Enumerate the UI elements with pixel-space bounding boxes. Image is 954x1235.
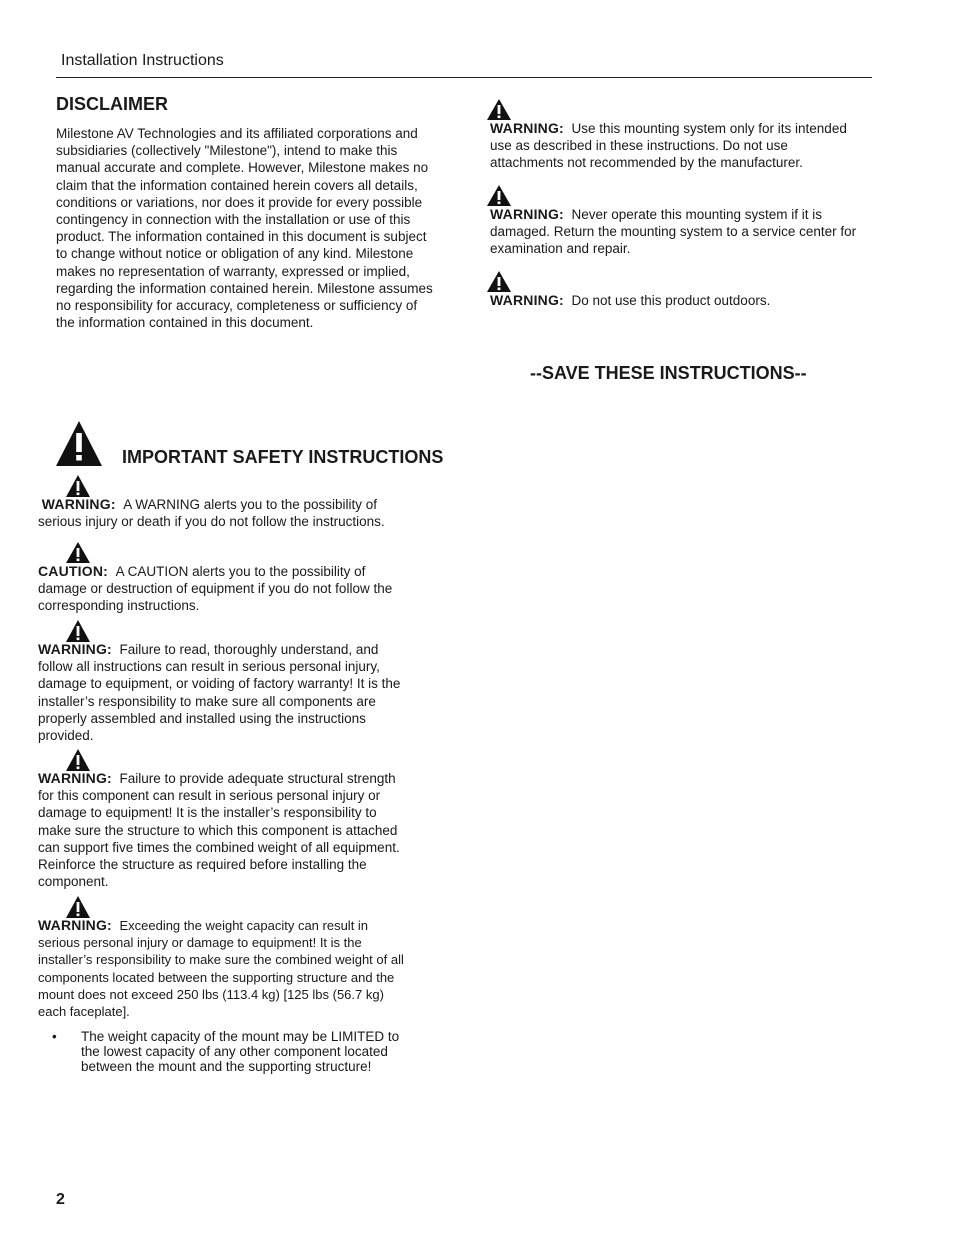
bullet-symbol: • [52, 1029, 57, 1044]
warning-text-line: installer’s responsibility to make sure all components are [38, 693, 376, 709]
disclaimer-heading: DISCLAIMER [56, 94, 168, 114]
disclaimer-line: the information contained in this document. [56, 315, 314, 331]
warning-triangle-icon [486, 98, 512, 121]
right-warning-3 [490, 292, 880, 309]
warning-text-line: damage to equipment! It is the installer’s responsibility to [38, 805, 377, 821]
caution-text-line: damage or destruction of equipment if you do not follow the [38, 581, 393, 597]
caution-triangle-icon [65, 541, 91, 564]
warning-text-line: serious personal injury or damage to equipment! It is the [38, 935, 362, 951]
safety-item-5 [38, 917, 438, 1020]
warning-triangle-icon [65, 474, 91, 498]
warning-text-line: mount does not exceed 250 lbs (113.4 kg) [125 lbs (56.7 kg) [38, 986, 384, 1002]
disclaimer-line: no responsibility for accuracy, completeness or sufficiency of [56, 298, 418, 314]
disclaimer-line: conditions or variations, nor does it provide for every possible [56, 194, 423, 210]
warning-text: Exceeding the weight capacity can result in [119, 918, 369, 933]
warning-text-line: use as described in these instructions. Do not use [490, 138, 788, 154]
warning-triangle-icon [486, 270, 512, 293]
disclaimer-body [56, 125, 456, 331]
safety-heading: IMPORTANT SAFETY INSTRUCTIONS [122, 447, 444, 467]
disclaimer-line: contingency in connection with the installation or use of this [56, 212, 411, 228]
right-warning-1 [490, 120, 880, 172]
caution-label: CAUTION: [38, 563, 109, 579]
caution-text-line: corresponding instructions. [38, 598, 200, 614]
warning-text: Never operate this mounting system if it is [571, 207, 823, 222]
safety-item-4 [38, 770, 438, 890]
warning-text-line: installer’s responsibility to make sure the combined weight of all [38, 952, 404, 968]
save-instructions-heading: --SAVE THESE INSTRUCTIONS-- [530, 363, 807, 383]
warning-triangle-icon [65, 619, 91, 643]
warning-text-line: follow all instructions can result in serious personal injury, [38, 659, 380, 675]
disclaimer-line: regarding the information contained herein. Milestone assumes [56, 280, 433, 296]
warning-text-line: provided. [38, 728, 94, 744]
disclaimer-line: product. The information contained in this document is subject [56, 229, 427, 245]
warning-text-line: serious injury or death if you do not follow the instructions. [38, 514, 385, 530]
caution-text: A CAUTION alerts you to the possibility of [115, 564, 366, 579]
disclaimer-line: to change without notice or obligation of any kind. Milestone [56, 246, 414, 262]
running-header: Installation Instructions [61, 52, 224, 69]
bullet-text-line: The weight capacity of the mount may be LIMITED to [81, 1029, 400, 1044]
warning-label: WARNING: [38, 770, 112, 786]
right-warning-2 [490, 206, 880, 258]
warning-text-line: component. [38, 874, 109, 890]
disclaimer-line: claim that the information contained herein covers all details, [56, 177, 418, 193]
warning-label: WARNING: [41, 496, 116, 512]
warning-label: WARNING: [490, 206, 564, 222]
warning-label: WARNING: [38, 641, 112, 657]
warning-text-line: can support five times the combined weight of all equipment. [38, 839, 400, 855]
safety-item-2 [38, 563, 438, 615]
warning-text-line: each faceplate]. [38, 1004, 130, 1020]
warning-text: Failure to read, thoroughly understand, and [119, 642, 379, 657]
warning-label: WARNING: [490, 292, 564, 308]
disclaimer-line: Milestone AV Technologies and its affiliated corporations and [56, 126, 418, 141]
warning-text-line: for this component can result in serious personal injury or [38, 788, 381, 804]
warning-text-line: Reinforce the structure as required before installing the [38, 857, 367, 873]
disclaimer-line: manual accurate and complete. However, Milestone makes no [56, 160, 429, 176]
header-rule [56, 77, 872, 78]
warning-label: WARNING: [38, 917, 112, 933]
bullet-item [52, 1029, 432, 1075]
disclaimer-line: makes no representation of warranty, expressed or implied, [56, 263, 410, 279]
safety-item-3 [38, 641, 438, 744]
warning-text: Use this mounting system only for its intended [571, 121, 847, 136]
warning-text-line: properly assembled and installed using the instructions [38, 710, 366, 726]
warning-triangle-icon [65, 748, 91, 772]
warning-triangle-icon [65, 895, 91, 919]
warning-text-line: damage to equipment, or voiding of factory warranty! It is the [38, 676, 401, 692]
warning-text: A WARNING alerts you to the possibility of [123, 497, 378, 512]
warning-text: Do not use this product outdoors. [571, 293, 771, 308]
warning-text-line: make sure the structure to which this component is attached [38, 822, 398, 838]
safety-item-1 [38, 496, 438, 530]
warning-triangle-icon [486, 184, 512, 207]
disclaimer-line: subsidiaries (collectively "Milestone"), intend to make this [56, 143, 398, 159]
large-warning-triangle-icon [55, 420, 103, 467]
page-number: 2 [56, 1191, 65, 1208]
warning-text-line: attachments not recommended by the manufacturer. [490, 155, 803, 171]
bullet-text-line: between the mount and the supporting structure! [81, 1059, 372, 1075]
warning-text-line: components located between the supporting structure and the [38, 969, 395, 985]
warning-text: Failure to provide adequate structural strength [119, 771, 396, 786]
warning-text-line: examination and repair. [490, 241, 631, 257]
warning-text-line: damaged. Return the mounting system to a service center for [490, 224, 857, 240]
warning-label: WARNING: [490, 120, 564, 136]
bullet-text-line: the lowest capacity of any other component located [81, 1044, 388, 1060]
